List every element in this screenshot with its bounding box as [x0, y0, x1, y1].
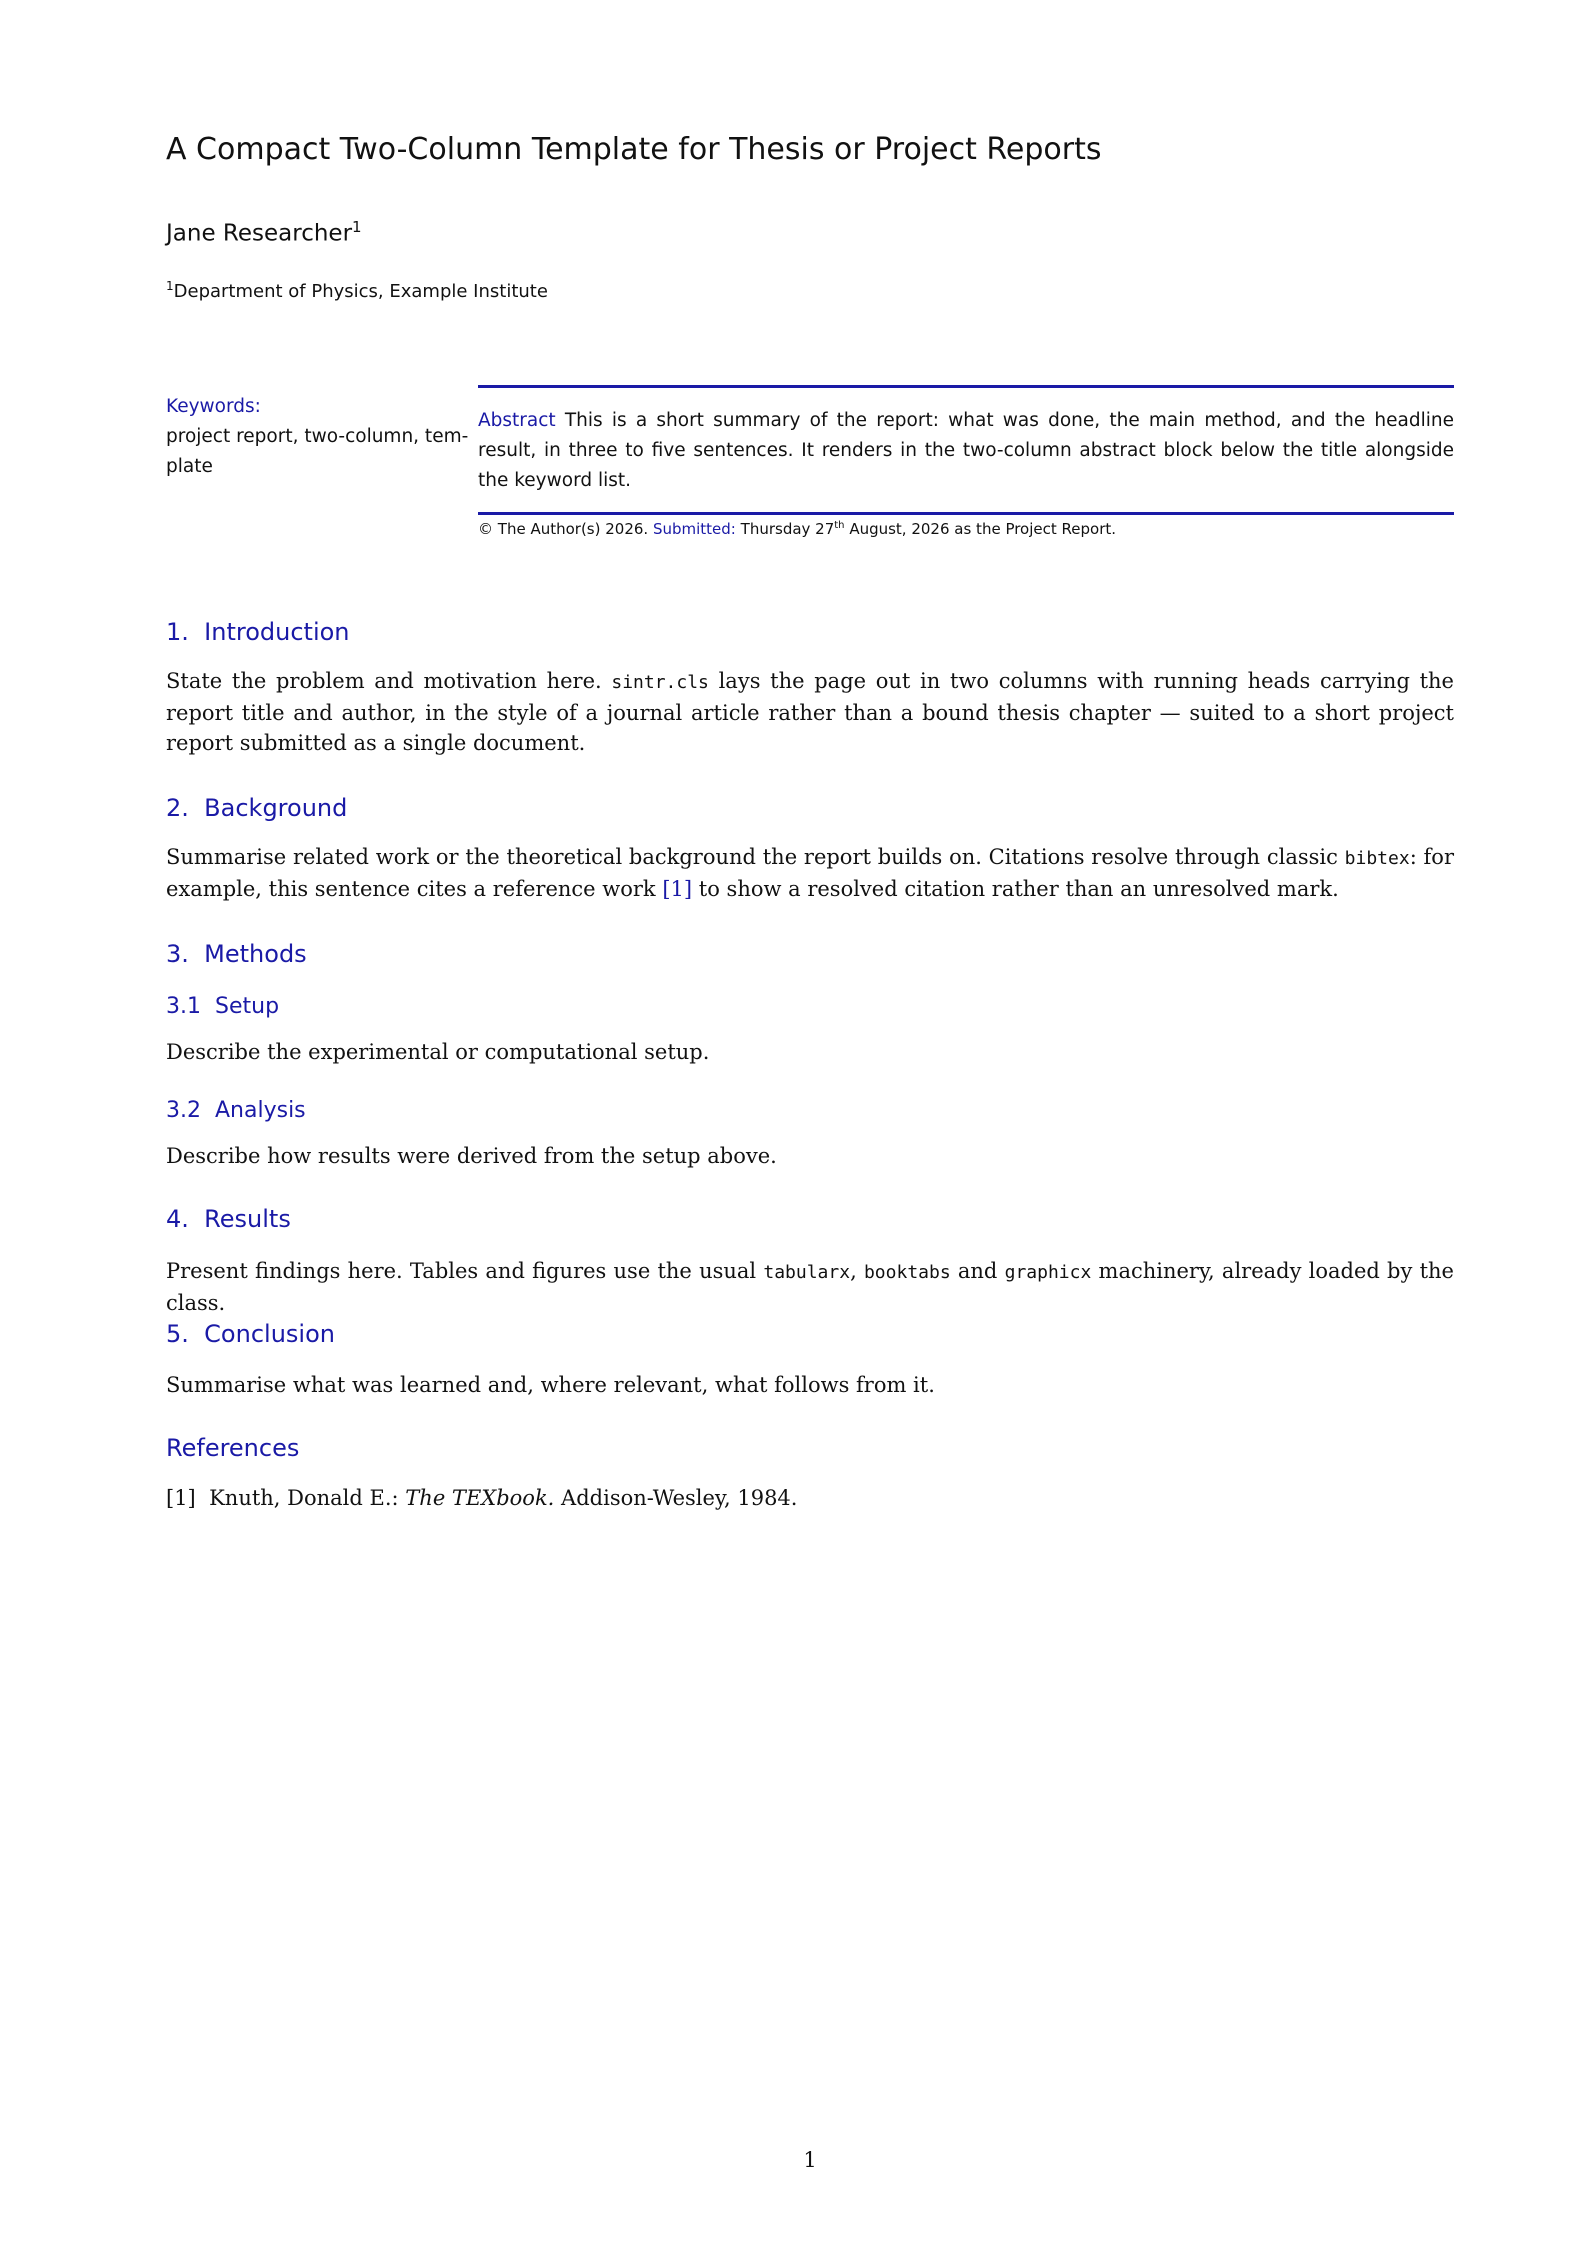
- code-bibtex: bibtex: [1344, 848, 1410, 869]
- results-paragraph: Present findings here. Tables and figures use the usual tabularx, booktabs and graphicx machinery, already loaded by the class.: [166, 1259, 1454, 1315]
- code-tabularx: tabularx: [763, 1262, 851, 1283]
- affiliation-line: [166, 279, 548, 302]
- reference-item: [1] Knuth, Donald E.: The TEXbook. Addison-Wesley, 1984.: [166, 1486, 798, 1510]
- subsection-heading-analysis: 3.2 Analysis: [166, 1098, 306, 1123]
- abstract-text: This is a short summary of the report: what was done, the main method, and the headline result, in three to five sentences. It renders in the two-column abstract block below the title alongside the keyword list.: [478, 410, 1454, 491]
- reference-work-title: The TEXbook.: [405, 1486, 555, 1510]
- author-affiliation-mark: 1: [352, 218, 362, 236]
- conclusion-paragraph: Summarise what was learned and, where relevant, what follows from it.: [166, 1373, 935, 1397]
- paper-page: [166, 0, 1454, 2245]
- code-booktabs: booktabs: [863, 1262, 951, 1283]
- introduction-paragraph: State the problem and motivation here. sintr.cls lays the page out in two columns with running heads carrying the report title and author, in the style of a journal article rather than a bound thesis chapter — suited to a short project report submitted as a single document.: [166, 669, 1454, 755]
- affiliation-mark: 1: [166, 279, 174, 293]
- code-graphicx: graphicx: [1004, 1262, 1092, 1283]
- author-line: [166, 218, 362, 247]
- background-paragraph: Summarise related work or the theoretical background the report builds on. Citations resolve through classic bibtex: for example, this sentence cites a reference work [1] to show a resolved citation rather than an unresolved mark.: [166, 845, 1454, 901]
- author-name: Jane Researcher: [166, 220, 353, 247]
- copyright-line: [478, 520, 1116, 538]
- setup-paragraph: Describe the experimental or computational setup.: [166, 1040, 710, 1064]
- abstract-label: Abstract: [478, 410, 556, 431]
- keywords-block: [166, 392, 476, 482]
- section-heading-conclusion: 5. Conclusion: [166, 1320, 335, 1348]
- subsection-heading-setup: 3.1 Setup: [166, 994, 280, 1019]
- submitted-date: Thursday 27th August, 2026 as the Project Report.: [740, 520, 1117, 538]
- citation-link[interactable]: [1]: [662, 877, 693, 901]
- keywords-label: Keywords:: [166, 396, 261, 417]
- submitted-label: Submitted:: [652, 520, 736, 538]
- copyright-text: The Author(s) 2026.: [497, 520, 649, 538]
- copyright-icon: ©: [478, 520, 493, 538]
- section-heading-results: 4. Results: [166, 1205, 291, 1233]
- section-heading-introduction: 1. Introduction: [166, 618, 350, 646]
- paper-title: A Compact Two-Column Template for Thesis or Project Reports: [166, 132, 1102, 167]
- abstract-block: [478, 385, 1454, 515]
- page-number: 1: [803, 2148, 817, 2172]
- references-heading: References: [166, 1434, 300, 1462]
- affiliation-text: Department of Physics, Example Institute: [173, 281, 548, 302]
- code-sintr-cls: sintr.cls: [611, 672, 709, 693]
- section-heading-methods: 3. Methods: [166, 940, 307, 968]
- analysis-paragraph: Describe how results were derived from the setup above.: [166, 1144, 777, 1168]
- section-heading-background: 2. Background: [166, 794, 348, 822]
- keywords-text: project report, two-column, tem-plate: [166, 426, 469, 477]
